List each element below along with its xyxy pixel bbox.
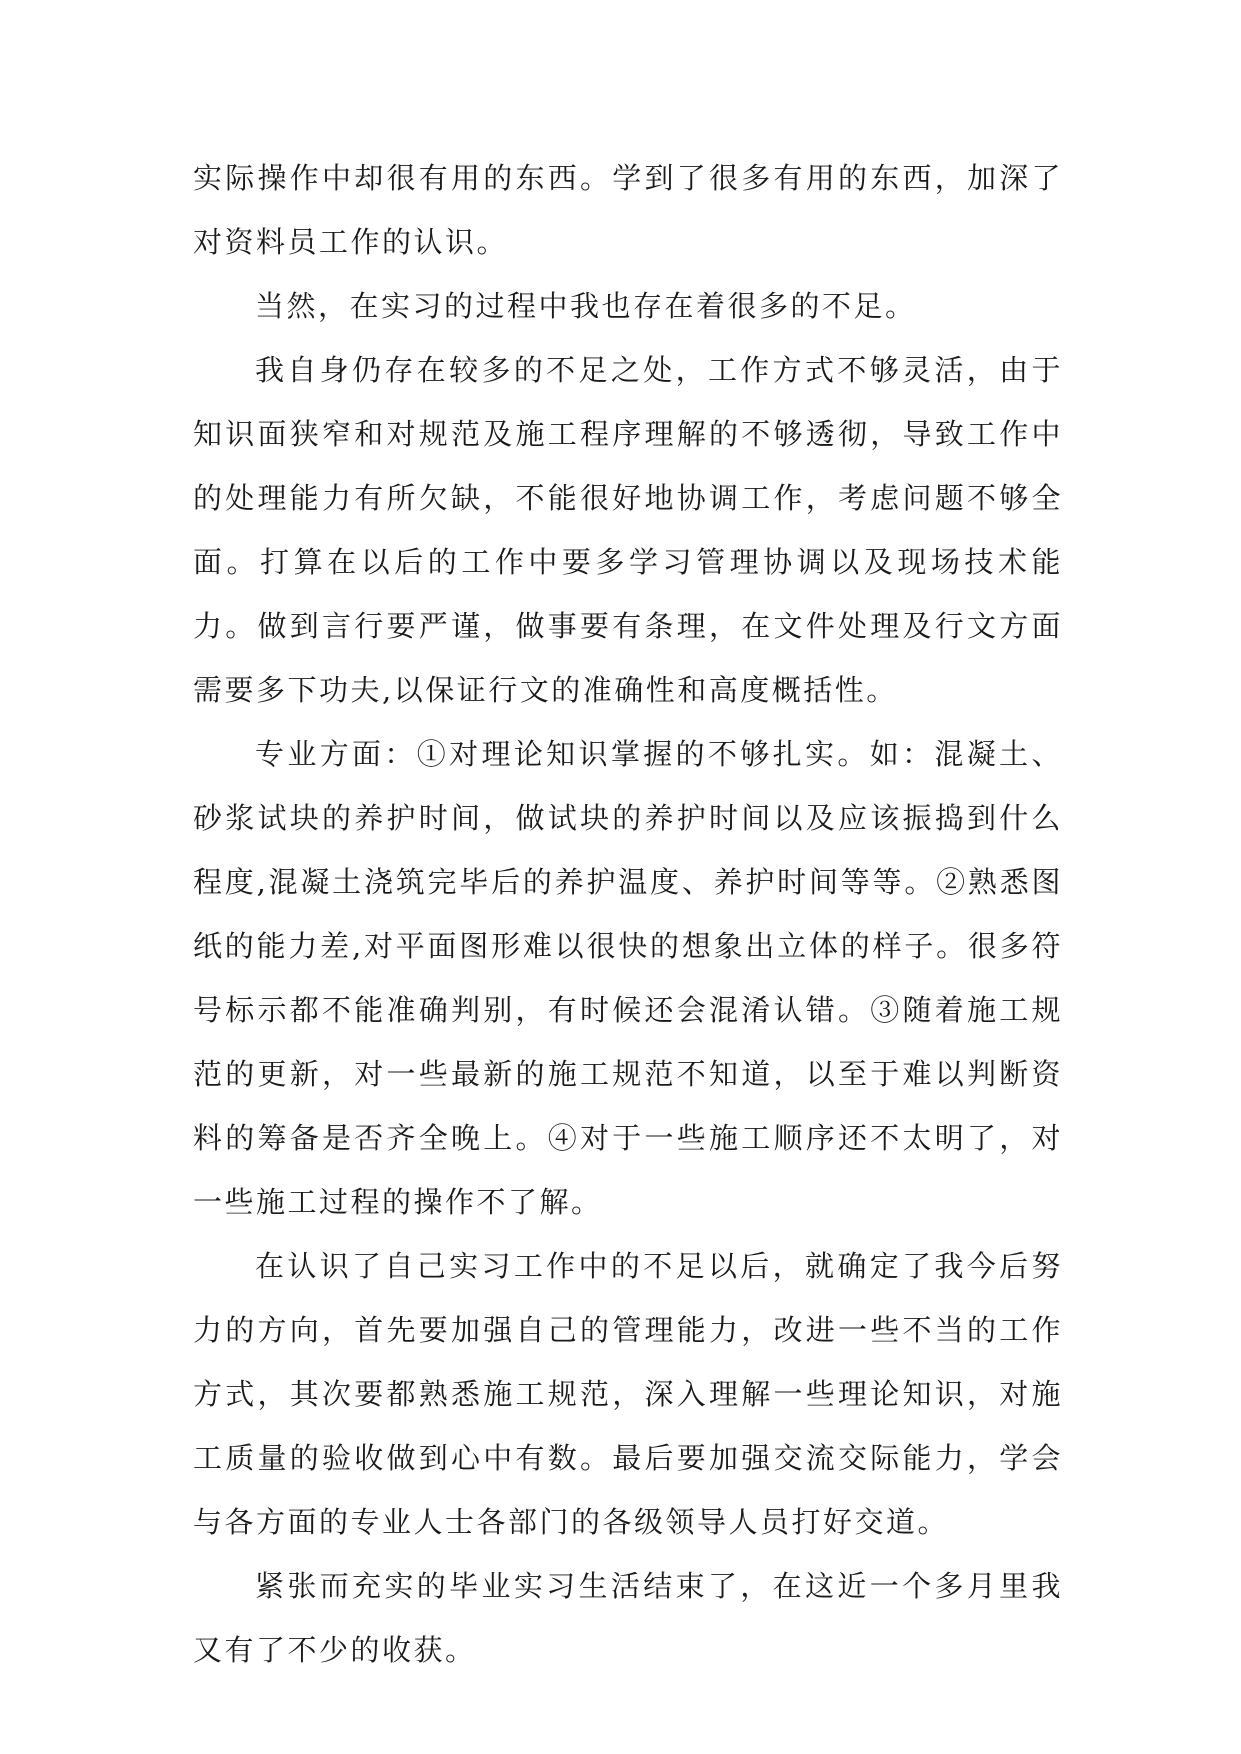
paragraph-personal-shortcomings: 我自身仍存在较多的不足之处，工作方式不够灵活，由于知识面狭窄和对规范及施工程序理解的不够透彻，导致工作中的处理能力有所欠缺，不能很好地协调工作，考虑问题不够全面。打算在以后的工作中要多学习管理协调以及现场技术能力。做到言行要严谨，做事要有条理，在文件处理及行文方面需要多下功夫,以保证行文的准确性和高度概括性。 — [193, 353, 1063, 707]
paragraph-professional-shortcomings: 专业方面：①对理论知识掌握的不够扎实。如：混凝土、砂浆试块的养护时间，做试块的养护时间以及应该振捣到什么程度,混凝土浇筑完毕后的养护温度、养护时间等等。②熟悉图纸的能力差,对平面图形难以很快的想象出立体的样子。很多符号标示都不能准确判别，有时候还会混淆认错。③随着施工规范的更新，对一些最新的施工规范不知道，以至于难以判断资料的筹备是否齐全晚上。④对于一些施工顺序还不太明了，对一些施工过程的操作不了解。 — [193, 737, 1063, 1219]
paragraph-conclusion: 紧张而充实的毕业实习生活结束了，在这近一个多月里我又有了不少的收获。 — [193, 1569, 1063, 1667]
paragraph-continuation: 实际操作中却很有用的东西。学到了很多有用的东西，加深了对资料员工作的认识。 — [193, 161, 1063, 259]
paragraph-improvement-direction: 在认识了自己实习工作中的不足以后，就确定了我今后努力的方向，首先要加强自己的管理能力，改进一些不当的工作方式，其次要都熟悉施工规范，深入理解一些理论知识，对施工质量的验收做到心中有数。最后要加强交流交际能力，学会与各方面的专业人士各部门的各级领导人员打好交道。 — [193, 1249, 1063, 1539]
document-body — [193, 146, 1063, 1682]
paragraph-shortcomings-intro: 当然，在实习的过程中我也存在着很多的不足。 — [255, 289, 917, 323]
